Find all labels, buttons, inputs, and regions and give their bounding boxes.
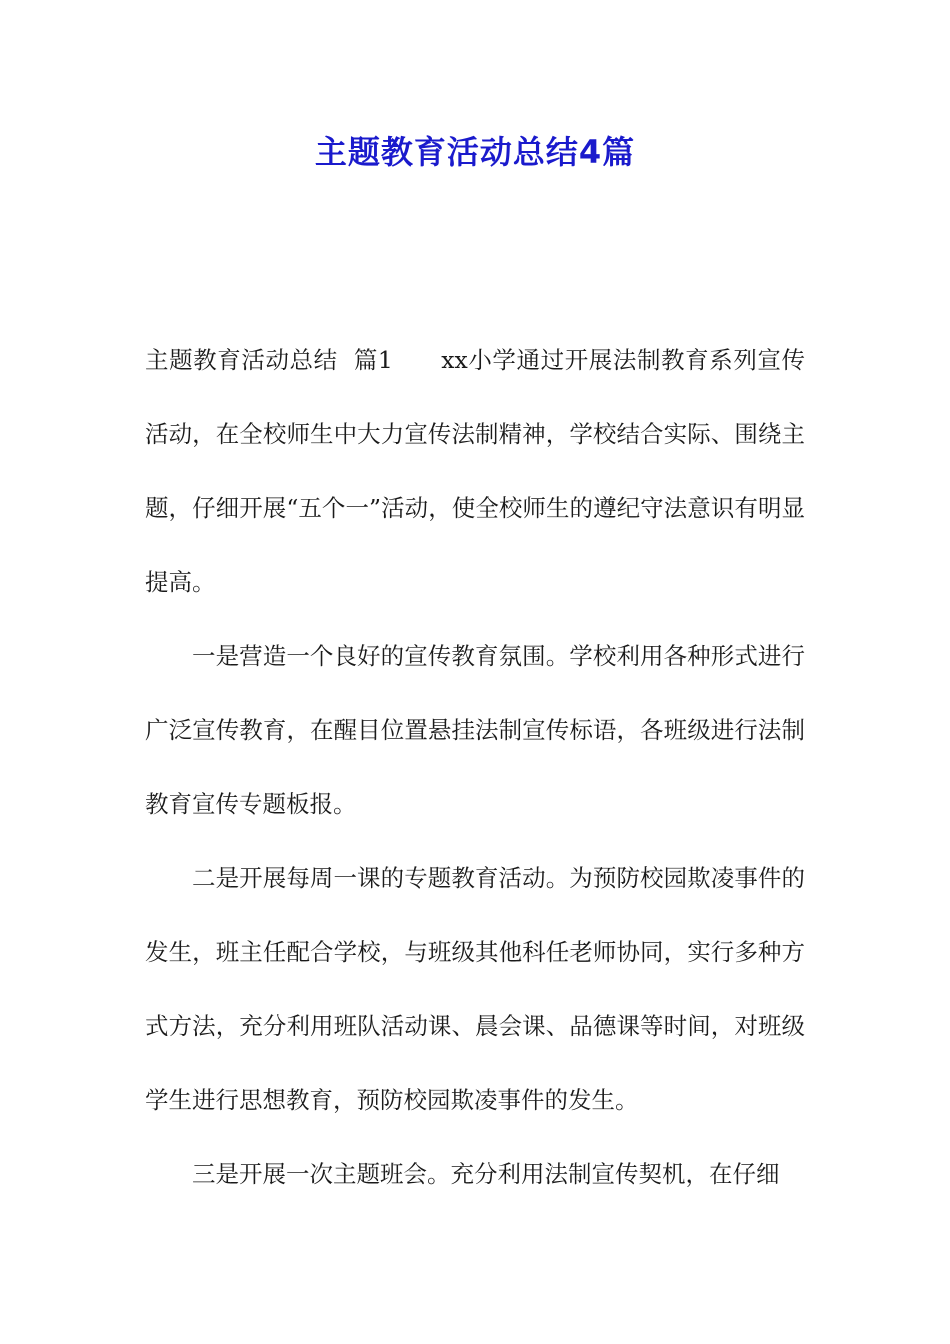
paragraph-item-1: 一是营造一个良好的宣传教育氛围。学校利用各种形式进行广泛宣传教育，在醒目位置悬挂法制宣传标语，各班级进行法制教育宣传专题板报。 [145,642,805,818]
document-body [145,323,805,1211]
paragraph-intro: 主题教育活动总结 篇1 xx小学通过开展法制教育系列宣传活动，在全校师生中大力宣传法制精神，学校结合实际、围绕主题，仔细开展“五个一”活动，使全校师生的遵纪守法意识有明显提高。 [145,346,805,596]
document-title: 主题教育活动总结4篇 [314,133,636,171]
paragraph-item-2: 二是开展每周一课的专题教育活动。为预防校园欺凌事件的发生，班主任配合学校，与班级其他科任老师协同，实行多种方式方法，充分利用班队活动课、晨会课、品德课等时间，对班级学生进行思想教育，预防校园欺凌事件的发生。 [145,864,805,1114]
paragraph-item-3: 三是开展一次主题班会。充分利用法制宣传契机，在仔细 [192,1160,780,1188]
